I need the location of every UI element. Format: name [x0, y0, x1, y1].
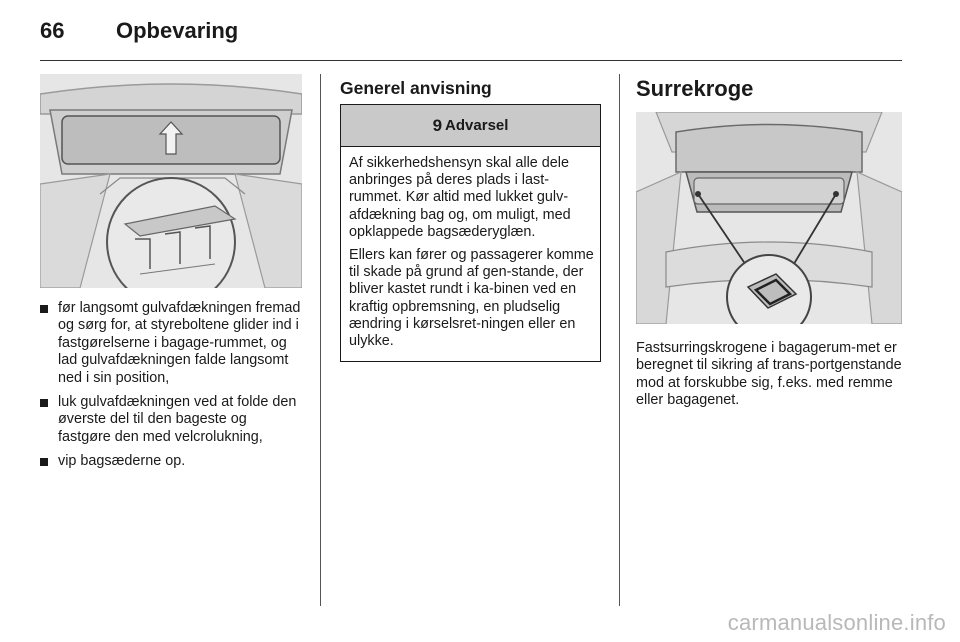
list-item-text: vip bagsæderne op.: [58, 453, 186, 470]
list-item-text: før langsomt gulvafdækningen fremad og sørg for, at styreboltene glider ind i fastgørelserne i bagage-rummet, og lad gulvafdækningen falde langsomt ned i sin position,: [58, 300, 301, 386]
warning-triangle-icon: 9: [432, 116, 443, 135]
page-title: Opbevaring: [116, 18, 239, 43]
bullet-square-icon: [40, 305, 48, 313]
watermark: carmanualsonline.info: [727, 610, 946, 635]
warning-body: [341, 147, 600, 350]
section-heading-lashing-eyes: Surrekroge: [636, 76, 754, 101]
column-divider-right: [619, 74, 620, 606]
column-divider-left: [320, 74, 321, 606]
floor-cover-drawing: [40, 74, 302, 288]
warning-paragraph: Ellers kan fører og passagerer komme til skade på grund af gen-stande, der bliver kastet rundt i ka-binen ved en kraftig opbremsning, en pludselig ændring i kørselsret-ningen eller en ulykke.: [349, 247, 594, 350]
list-item: [40, 394, 302, 446]
header-rule: [40, 60, 902, 61]
floor-cover-illustration: [40, 74, 302, 288]
lashing-eyes-drawing: [636, 112, 902, 324]
warning-box: [340, 104, 601, 362]
section-heading-general: Generel anvisning: [340, 78, 492, 98]
warning-paragraph: Af sikkerhedshensyn skal alle dele anbringes på deres plads i last-rummet. Kør altid med lukket gulv-afdækning bag og, om muligt, med opklappede bagsæderyglæn.: [349, 155, 571, 240]
list-item: [40, 453, 302, 470]
list-item: [40, 300, 302, 387]
warning-title: Advarsel: [445, 117, 509, 134]
list-item-text: luk gulvafdækningen ved at folde den øverste del til den bageste og fastgøre den med velcrolukning,: [58, 394, 297, 445]
lashing-eyes-illustration: [636, 112, 902, 324]
warning-header: [341, 105, 600, 147]
instruction-list: [40, 300, 302, 478]
page-number: 66: [40, 18, 65, 43]
bullet-square-icon: [40, 458, 48, 466]
lashing-eyes-description: Fastsurringskrogene i bagagerum-met er beregnet til sikring af trans-portgenstande mod at forskubbe sig, f.eks. med remme eller bagagenet.: [636, 340, 902, 409]
bullet-square-icon: [40, 399, 48, 407]
